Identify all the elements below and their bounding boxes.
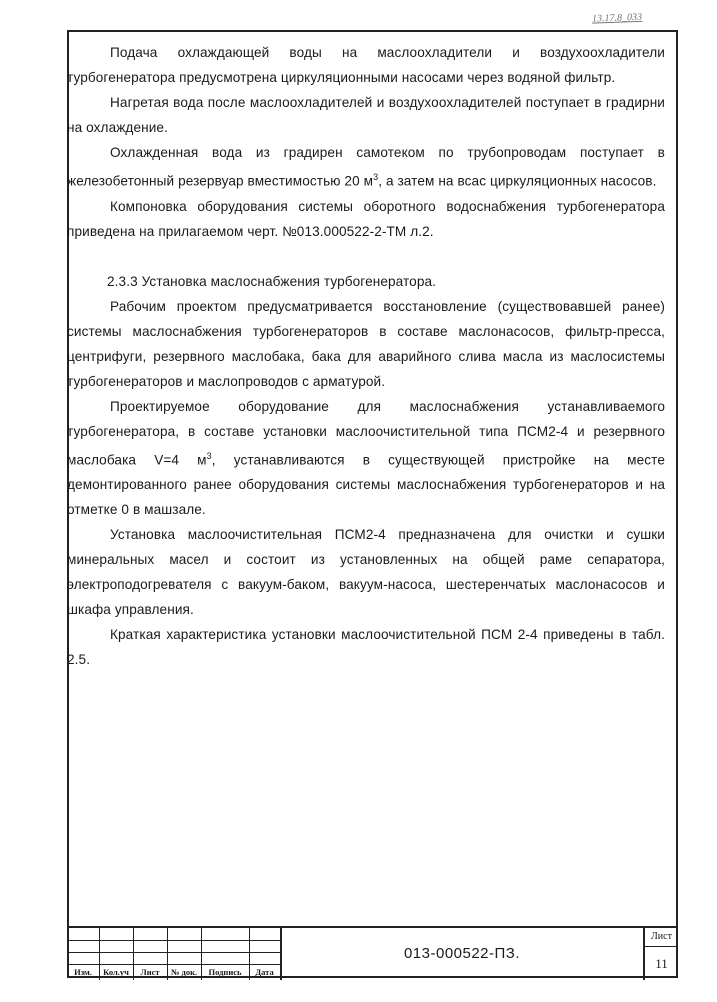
cooled-text-before: Охлажденная вода из градирен самотеком по трубопроводам поступает в железобетонный резервуар вместимостью 20 м xyxy=(67,145,665,189)
label-doc-number: № док. xyxy=(170,967,198,977)
paragraph-cooling-supply: Подача охлаждающей воды на маслоохладители и воздухоохладители турбогенератора предусмотрена циркуляционными насосами через водяной фильтр. xyxy=(67,45,665,85)
equipment-text-before: Проектируемое оборудование для маслоснабжения устанавливаемого турбогенератора, в составе установки маслоочистительной типа ПСМ2-4 и резервного маслобака V=4 м xyxy=(67,398,665,468)
cooled-text-after: , а затем на всас циркуляционных насосов. xyxy=(378,173,657,189)
cubic-superscript: 3 xyxy=(206,450,212,461)
paragraph-equipment xyxy=(67,394,665,523)
sheet-number: 11 xyxy=(655,956,668,971)
cubic-superscript: 3 xyxy=(373,172,379,182)
sheet-box xyxy=(643,928,678,980)
paragraph-table-reference: Краткая характеристика установки маслоочистительной ПСМ 2-4 приведены в табл. 2.5. xyxy=(67,627,665,668)
paragraph-psm-description: Установка маслоочистительная ПСМ2-4 предназначена для очистки и сушки минеральных масел и состоит из установленных на общей раме сепаратора, электроподогревателя с вакуум-баком, вакуум-насоса, шестеренчатых маслонасосов и шкафа управления. xyxy=(67,527,665,618)
title-block xyxy=(67,926,678,980)
paragraph-restoration: Рабочим проектом предусматривается восстановление (существовавшей ранее) системы маслоснабжения турбогенераторов в составе маслонасосов, фильтр-пресса, центрифуги, резервного маслобака, бака для аварийного слива масла из маслосистемы турбогенераторов и маслопроводов с арматурой. xyxy=(67,298,665,389)
paragraph-heated-water: Нагретая вода после маслоохладителей и воздухоохладителей поступает в градирни на охлаждение. xyxy=(67,95,665,135)
label-quantity: Кол.уч xyxy=(103,967,129,977)
revision-grid xyxy=(67,928,281,980)
paragraph-cooled-water xyxy=(67,140,665,194)
paragraph-layout-reference: Компоновка оборудования системы оборотного водоснабжения турбогенератора приведена на прилагаемом черт. №013.000522-2-ТМ л.2. xyxy=(67,198,665,239)
label-date: Дата xyxy=(255,967,274,977)
corner-archive-mark: 13.17.8_033 xyxy=(591,11,643,25)
sheet-label: Лист xyxy=(645,928,678,947)
label-change: Изм. xyxy=(74,967,92,977)
document-body xyxy=(67,40,665,672)
label-sheet: Лист xyxy=(140,967,160,977)
document-code: 013-000522-ПЗ. xyxy=(403,945,521,962)
label-signature: Подпись xyxy=(208,967,242,977)
section-heading: 2.3.3 Установка маслоснабжения турбогенератора. xyxy=(107,273,437,289)
equipment-text-after: , устанавливаются в существующей пристройке на месте демонтированного ранее оборудования системы маслоснабжения турбогенераторов и на отметке 0 в машзале. xyxy=(67,452,665,518)
